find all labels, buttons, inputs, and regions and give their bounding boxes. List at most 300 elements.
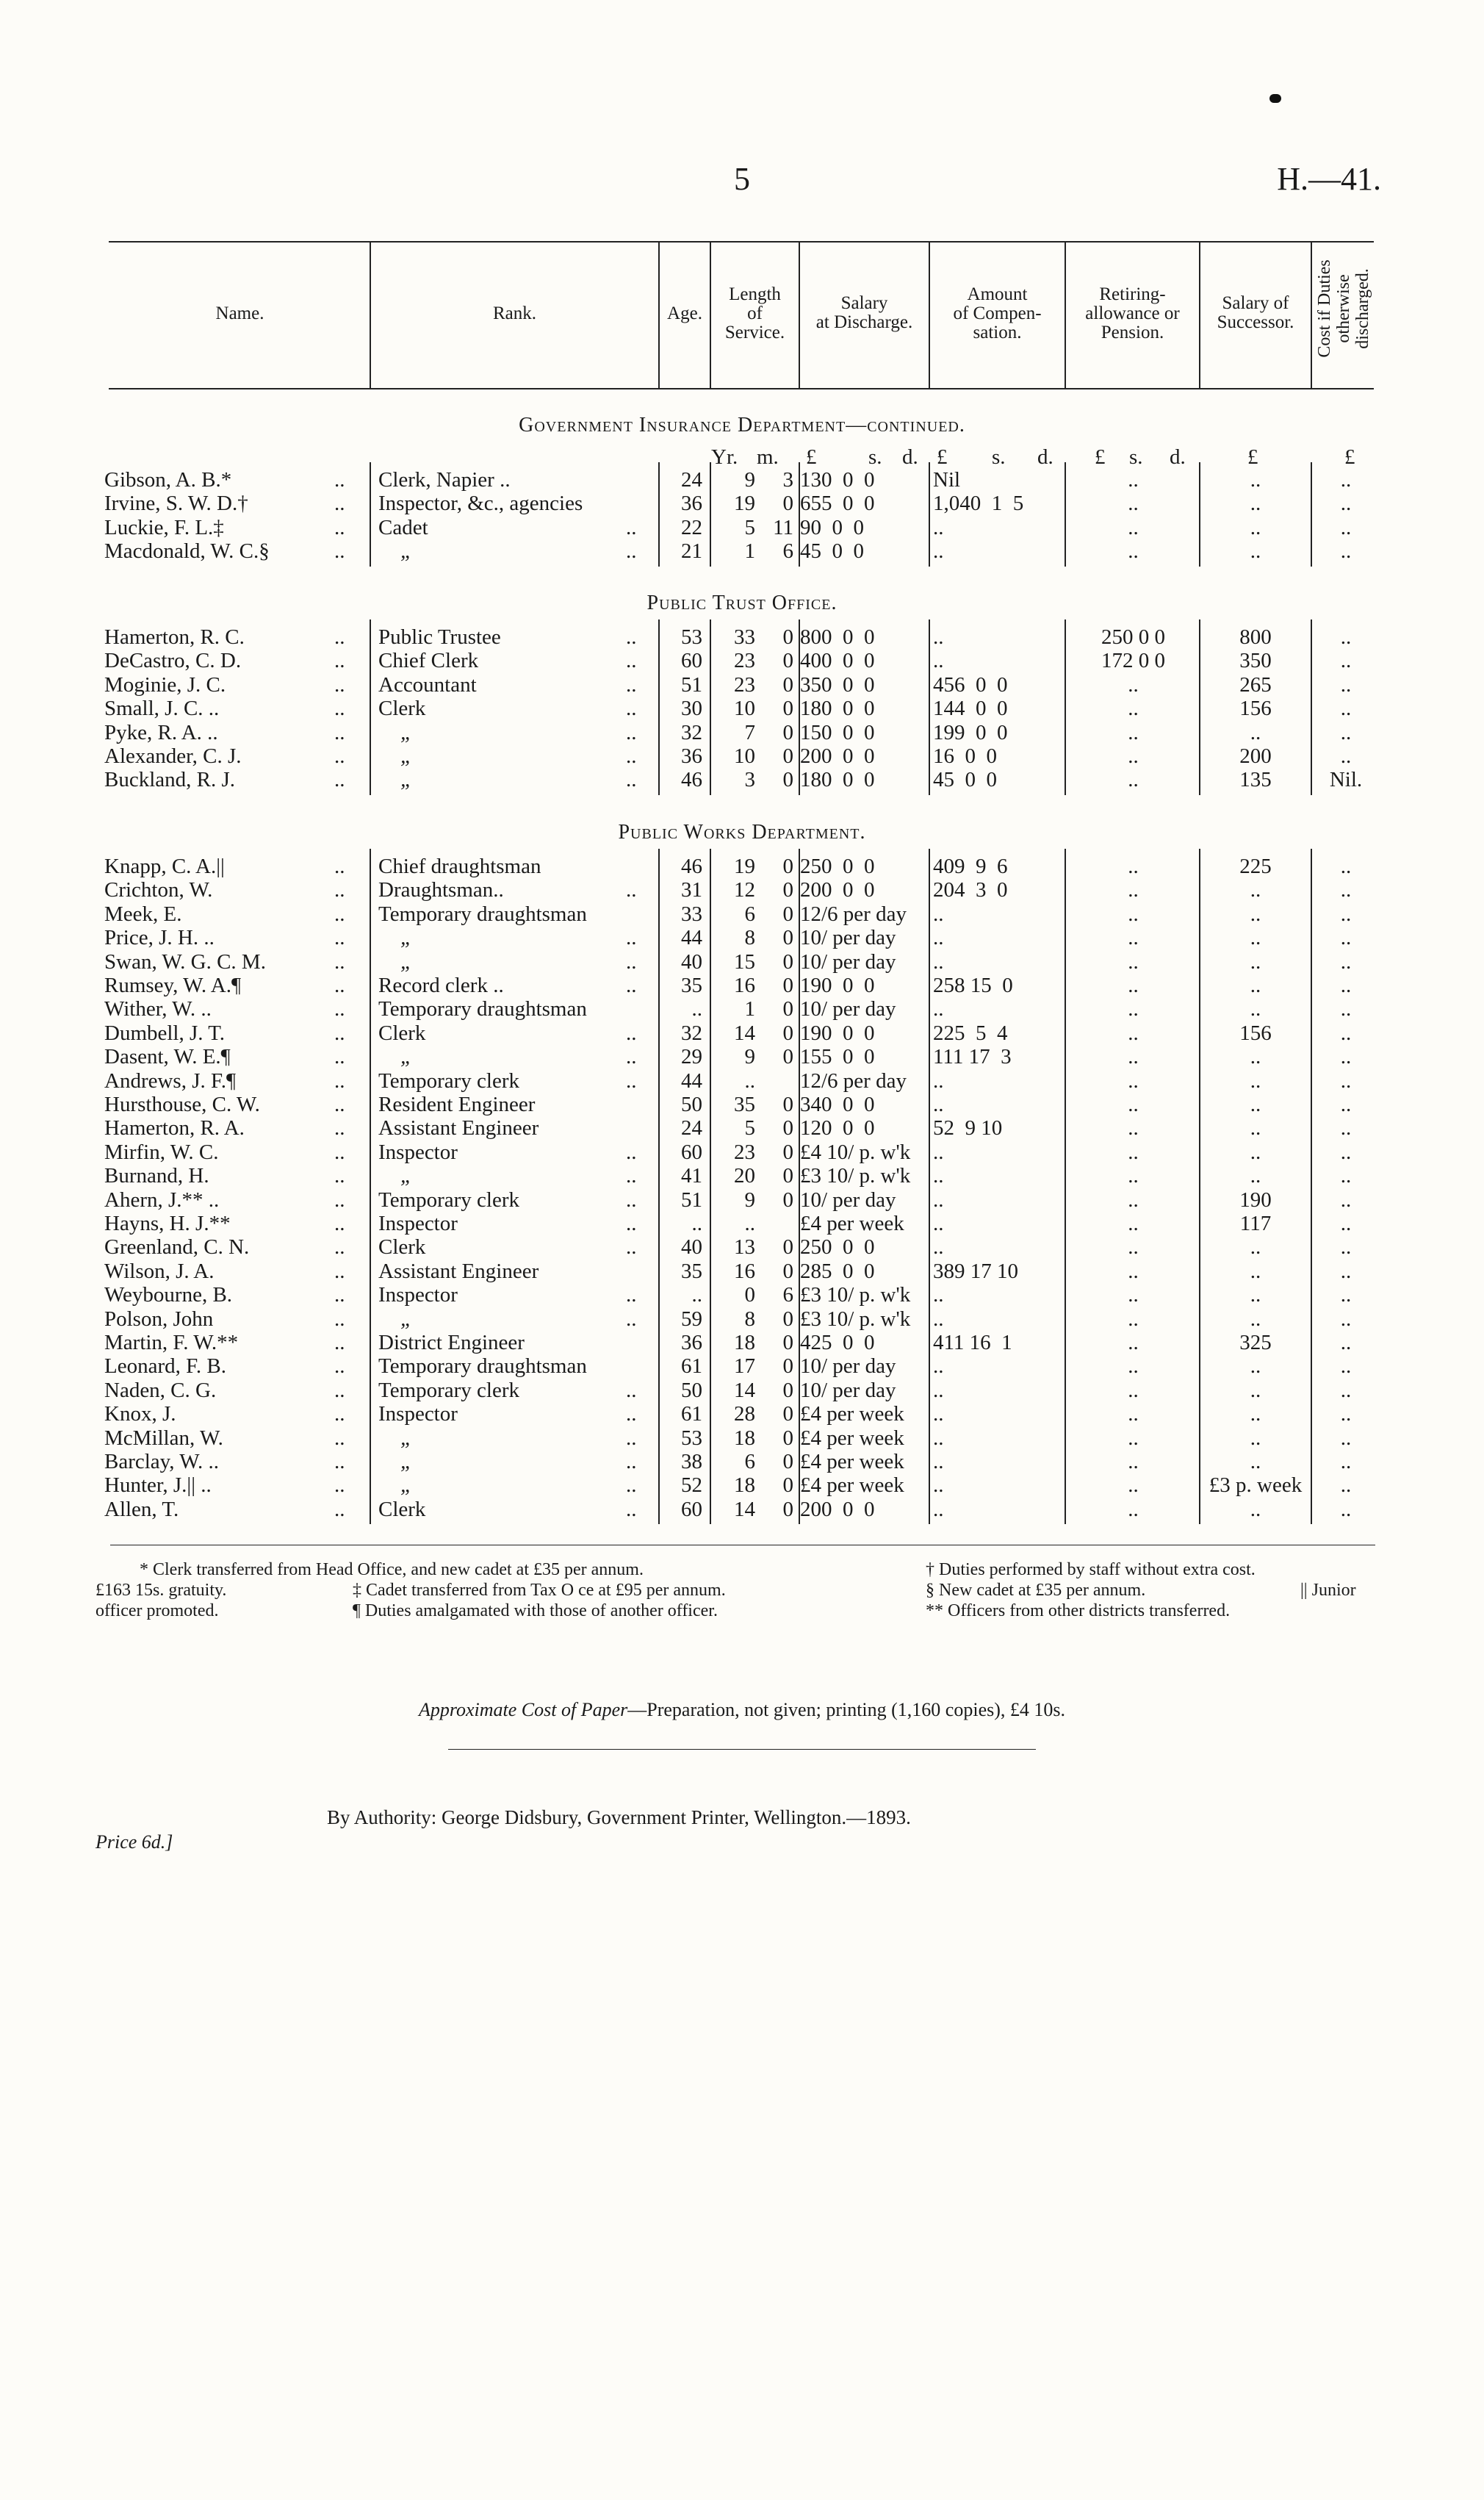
leader-dots: .. <box>626 974 637 997</box>
cell-salary: 425 0 0 <box>800 1331 875 1354</box>
cell-rank: „ <box>400 1473 413 1498</box>
cell-comp: .. <box>933 625 944 649</box>
cell-comp: .. <box>933 926 944 950</box>
cell-rank: Cadet <box>378 515 428 539</box>
cell-retire: .. <box>1128 720 1139 744</box>
cell-succ: .. <box>1250 1307 1261 1331</box>
cell-m: 3 <box>782 468 793 492</box>
table-row <box>0 539 1484 563</box>
page-number: 5 <box>734 161 750 197</box>
leader-dots: .. <box>626 1426 637 1450</box>
cell-name: Burnand, H. <box>104 1164 209 1188</box>
table-row <box>0 1235 1484 1259</box>
cell-cost: .. <box>1340 1235 1352 1260</box>
cell-age: 38 <box>681 1450 702 1473</box>
footnote-line: ¶ Duties amalgamated with those of another officer. <box>353 1601 718 1620</box>
cell-comp: .. <box>933 997 944 1021</box>
cell-yr: 5 <box>744 515 755 539</box>
cell-retire: .. <box>1128 768 1139 792</box>
cell-comp: 144 0 0 <box>933 697 1008 721</box>
cell-succ: .. <box>1250 949 1261 974</box>
footnote-line: £163 15s. gratuity. <box>96 1581 227 1600</box>
cell-salary: £4 10/ p. w'k <box>800 1140 911 1164</box>
leader-dots: .. <box>334 1307 345 1331</box>
cell-m: 0 <box>782 744 793 768</box>
cell-name: Allen, T. <box>104 1497 179 1521</box>
cell-age: 44 <box>681 1068 702 1093</box>
leader-dots: .. <box>334 1402 345 1426</box>
cell-retire: .. <box>1128 1212 1139 1235</box>
cell-name: Hunter, J.|| .. <box>104 1473 212 1498</box>
cell-cost: .. <box>1340 1045 1352 1069</box>
cell-cost: .. <box>1340 878 1352 902</box>
table-row <box>0 673 1484 697</box>
table-row <box>0 1498 1484 1521</box>
cell-name: Wither, W. .. <box>104 997 212 1021</box>
cell-yr: 16 <box>734 1259 755 1283</box>
cell-succ: .. <box>1250 1235 1261 1260</box>
cell-cost: .. <box>1340 1426 1352 1450</box>
cell-cost: .. <box>1340 1021 1352 1045</box>
cell-succ: .. <box>1250 974 1261 997</box>
cell-comp: .. <box>933 902 944 926</box>
cell-m: 0 <box>782 1140 793 1164</box>
cell-name: Wilson, J. A. <box>104 1259 215 1283</box>
cell-comp: .. <box>933 1212 944 1235</box>
cell-cost: .. <box>1340 1116 1352 1141</box>
table-row <box>0 855 1484 878</box>
cell-name: Rumsey, W. A.¶ <box>104 974 242 997</box>
cell-succ: .. <box>1250 1093 1261 1116</box>
leader-dots: .. <box>334 672 345 697</box>
cell-retire: .. <box>1128 468 1139 492</box>
table-row <box>0 1354 1484 1378</box>
cell-succ: .. <box>1250 1140 1261 1164</box>
cell-succ: .. <box>1250 1283 1261 1307</box>
table-row <box>0 721 1484 744</box>
cell-yr: 8 <box>744 926 755 950</box>
cell-yr: 23 <box>734 672 755 697</box>
cell-age: 36 <box>681 1331 702 1354</box>
cell-m: 0 <box>782 1402 793 1426</box>
cell-salary: 150 0 0 <box>800 720 875 744</box>
cell-comp: 199 0 0 <box>933 720 1008 744</box>
cell-salary: £3 10/ p. w'k <box>800 1307 911 1331</box>
cell-name: Andrews, J. F.¶ <box>104 1068 237 1093</box>
cell-rank: Clerk <box>378 1497 426 1521</box>
cell-m: 0 <box>782 1331 793 1354</box>
header-salary: Salary at Discharge. <box>815 293 913 332</box>
cell-cost: .. <box>1340 625 1352 649</box>
leader-dots: .. <box>334 878 345 902</box>
cell-name: Knox, J. <box>104 1402 176 1426</box>
cell-yr: 14 <box>734 1021 755 1045</box>
cell-succ: .. <box>1250 1164 1261 1188</box>
footnote-line: ** Officers from other districts transferred. <box>926 1601 1231 1620</box>
cell-yr: 5 <box>744 1116 755 1141</box>
leader-dots: .. <box>626 1497 637 1521</box>
cell-salary: 200 0 0 <box>800 744 875 768</box>
cell-rank: „ <box>400 744 413 768</box>
cell-salary: 45 0 0 <box>800 539 864 564</box>
leader-dots: .. <box>626 1021 637 1045</box>
cell-succ: 200 <box>1239 744 1272 768</box>
cell-m: 0 <box>782 492 793 516</box>
cell-cost: .. <box>1340 1164 1352 1188</box>
cell-succ: .. <box>1250 1068 1261 1093</box>
table-row <box>0 768 1484 791</box>
header-length: Length of Service. <box>724 284 785 342</box>
cell-salary: 285 0 0 <box>800 1259 875 1283</box>
cell-succ: 135 <box>1239 768 1272 792</box>
cell-retire: .. <box>1128 974 1139 997</box>
table-row <box>0 1188 1484 1212</box>
cell-age: 44 <box>681 926 702 950</box>
cell-yr: 8 <box>744 1307 755 1331</box>
cell-yr: 14 <box>734 1497 755 1521</box>
cell-m: 0 <box>782 1473 793 1498</box>
leader-dots: .. <box>334 768 345 792</box>
cell-salary: 10/ per day <box>800 926 896 950</box>
cell-age: 53 <box>681 625 702 649</box>
cell-rank: Temporary clerk <box>378 1068 520 1093</box>
cell-yr: 15 <box>734 949 755 974</box>
table-row <box>0 1426 1484 1450</box>
cell-rank: Temporary draughtsman <box>378 1354 587 1379</box>
cell-comp: .. <box>933 1093 944 1116</box>
cell-name: Hamerton, R. C. <box>104 625 245 649</box>
footnote-line: ‡ Cadet transferred from Tax O ce at £95 per annum. <box>353 1581 726 1600</box>
cell-rank: „ <box>400 768 413 792</box>
cell-succ: 325 <box>1239 1331 1272 1354</box>
table-row <box>0 1021 1484 1045</box>
leader-dots: .. <box>626 1045 637 1069</box>
cell-rank: Chief draughtsman <box>378 855 541 878</box>
cell-yr: 6 <box>744 902 755 926</box>
leader-dots: .. <box>334 949 345 974</box>
cell-rank: Assistant Engineer <box>378 1116 539 1141</box>
cell-name: Ahern, J.** .. <box>104 1188 220 1212</box>
footnote-line: * Clerk transferred from Head Office, and new cadet at £35 per annum. <box>140 1560 644 1579</box>
cost-note: Approximate Cost of Paper—Preparation, not given; printing (1,160 copies), £4 10s. <box>418 1699 1066 1720</box>
leader-dots: .. <box>334 1378 345 1402</box>
cell-cost: .. <box>1340 1354 1352 1379</box>
cell-rank: Clerk <box>378 1021 426 1045</box>
cell-age: 40 <box>681 1235 702 1260</box>
table-row <box>0 1450 1484 1473</box>
cell-comp: 204 3 0 <box>933 878 1008 902</box>
cell-age: 52 <box>681 1473 702 1498</box>
cell-rank: „ <box>400 1045 413 1069</box>
cell-yr: 1 <box>744 539 755 564</box>
cell-age: 50 <box>681 1378 702 1402</box>
cell-rank: Clerk <box>378 1235 426 1260</box>
cell-retire: .. <box>1128 878 1139 902</box>
table-row <box>0 950 1484 974</box>
cell-comp: .. <box>933 1426 944 1450</box>
cell-m: 0 <box>782 720 793 744</box>
cell-salary: £4 per week <box>800 1426 904 1450</box>
cell-salary: 130 0 0 <box>800 468 875 492</box>
cell-salary: 155 0 0 <box>800 1045 875 1069</box>
cell-comp: .. <box>933 1378 944 1402</box>
cell-rank: „ <box>400 926 413 950</box>
footnote-line: † Duties performed by staff without extra cost. <box>926 1560 1256 1579</box>
cell-name: Naden, C. G. <box>104 1378 217 1402</box>
cell-cost: .. <box>1340 974 1352 997</box>
table-row <box>0 974 1484 997</box>
leader-dots: .. <box>334 1283 345 1307</box>
cell-age: 51 <box>681 1188 702 1212</box>
table-row <box>0 1260 1484 1283</box>
leader-dots: .. <box>334 1235 345 1260</box>
section-title-insurance: Government Insurance Department—continued. <box>519 414 965 437</box>
cell-age: 51 <box>681 672 702 697</box>
cell-yr: 18 <box>734 1331 755 1354</box>
footnote-line: § New cadet at £35 per annum. <box>926 1581 1146 1600</box>
leader-dots: .. <box>626 672 637 697</box>
cell-comp: 411 16 1 <box>933 1331 1012 1354</box>
cell-yr: 14 <box>734 1378 755 1402</box>
leader-dots: .. <box>626 1188 637 1212</box>
cell-yr: 18 <box>734 1426 755 1450</box>
cell-m: 0 <box>782 974 793 997</box>
cell-rank: Record clerk .. <box>378 974 504 997</box>
cell-name: Gibson, A. B.* <box>104 468 232 492</box>
cell-salary: 400 0 0 <box>800 649 875 673</box>
cell-name: Mirfin, W. C. <box>104 1140 219 1164</box>
cell-m: 0 <box>782 1045 793 1069</box>
cell-yr: 9 <box>744 468 755 492</box>
cell-comp: 52 9 10 <box>933 1116 1003 1141</box>
cell-salary: 800 0 0 <box>800 625 875 649</box>
header-retiring: Retiring- allowance or Pension. <box>1085 284 1180 342</box>
cell-salary: £3 10/ p. w'k <box>800 1164 911 1188</box>
cell-m: 0 <box>782 649 793 673</box>
cell-m: 0 <box>782 997 793 1021</box>
cell-salary: 655 0 0 <box>800 492 875 516</box>
cell-name: Pyke, R. A. .. <box>104 720 218 744</box>
cell-name: Dumbell, J. T. <box>104 1021 226 1045</box>
cell-retire: .. <box>1128 1283 1139 1307</box>
cell-comp: .. <box>933 1140 944 1164</box>
table-row <box>0 1212 1484 1235</box>
cell-yr: 9 <box>744 1188 755 1212</box>
cell-age: 24 <box>681 468 702 492</box>
cell-rank: Draughtsman.. <box>378 878 504 902</box>
cell-age: 46 <box>681 855 702 878</box>
cell-comp: .. <box>933 949 944 974</box>
document-reference: H.—41. <box>1277 161 1381 197</box>
cell-rank: Inspector <box>378 1402 458 1426</box>
cell-comp: .. <box>933 539 944 564</box>
cell-rank: „ <box>400 1450 413 1473</box>
cell-age: 60 <box>681 649 702 673</box>
cell-age: 50 <box>681 1093 702 1116</box>
cell-retire: .. <box>1128 1378 1139 1402</box>
table-row <box>0 1045 1484 1068</box>
cell-retire: .. <box>1128 997 1139 1021</box>
cell-name: Price, J. H. .. <box>104 926 215 950</box>
cell-yr: 9 <box>744 1045 755 1069</box>
cell-rank: Public Trustee <box>378 625 501 649</box>
cell-salary: 12/6 per day <box>800 902 907 926</box>
table-row <box>0 1473 1484 1497</box>
table-row <box>0 1164 1484 1188</box>
leader-dots: .. <box>626 1212 637 1235</box>
cell-name: Weybourne, B. <box>104 1283 233 1307</box>
cell-comp: .. <box>933 1402 944 1426</box>
cell-succ: .. <box>1250 902 1261 926</box>
cell-cost: .. <box>1340 1331 1352 1354</box>
cell-m: 0 <box>782 1021 793 1045</box>
cell-age: 46 <box>681 768 702 792</box>
table-row <box>0 1307 1484 1331</box>
leader-dots: .. <box>334 1188 345 1212</box>
cell-name: Meek, E. <box>104 902 182 926</box>
cell-succ: 190 <box>1239 1188 1272 1212</box>
cell-yr: 3 <box>744 768 755 792</box>
cell-m: 0 <box>782 1093 793 1116</box>
cell-cost: .. <box>1340 1212 1352 1235</box>
leader-dots: .. <box>334 1093 345 1116</box>
cell-name: Greenland, C. N. <box>104 1235 250 1260</box>
cell-m: 0 <box>782 1235 793 1260</box>
cell-retire: .. <box>1128 1259 1139 1283</box>
cell-comp: 16 0 0 <box>933 744 997 768</box>
cell-retire: .. <box>1128 1068 1139 1093</box>
authority-divider <box>448 1749 1036 1750</box>
cell-salary: £4 per week <box>800 1402 904 1426</box>
cell-comp: .. <box>933 1283 944 1307</box>
cell-cost: .. <box>1340 1259 1352 1283</box>
cell-yr: .. <box>744 1212 755 1235</box>
cell-age: 35 <box>681 1259 702 1283</box>
cell-m: 0 <box>782 1116 793 1141</box>
cell-succ: .. <box>1250 926 1261 950</box>
cell-m: 0 <box>782 625 793 649</box>
header-successor: Salary of Successor. <box>1217 293 1294 332</box>
ink-mark <box>1269 94 1281 103</box>
price: Price 6d.] <box>96 1831 173 1853</box>
cell-rank: Temporary draughtsman <box>378 902 587 926</box>
cell-yr: .. <box>744 1068 755 1093</box>
cell-cost: .. <box>1340 1473 1352 1498</box>
leader-dots: .. <box>334 974 345 997</box>
cell-succ: .. <box>1250 1354 1261 1379</box>
cell-retire: .. <box>1128 1188 1139 1212</box>
cell-rank: Inspector <box>378 1140 458 1164</box>
cell-succ: .. <box>1250 1378 1261 1402</box>
cell-age: 36 <box>681 492 702 516</box>
cell-cost: .. <box>1340 997 1352 1021</box>
cell-retire: .. <box>1128 1164 1139 1188</box>
cell-rank: Chief Clerk <box>378 649 479 673</box>
cell-retire: .. <box>1128 1116 1139 1141</box>
leader-dots: .. <box>626 649 637 673</box>
cell-cost: .. <box>1340 492 1352 516</box>
cell-retire: 250 0 0 <box>1101 625 1165 649</box>
cell-comp: 225 5 4 <box>933 1021 1008 1045</box>
cell-name: Swan, W. G. C. M. <box>104 949 266 974</box>
cell-m: 0 <box>782 926 793 950</box>
cell-succ: .. <box>1250 1402 1261 1426</box>
cell-age: 60 <box>681 1497 702 1521</box>
cell-salary: 120 0 0 <box>800 1116 875 1141</box>
leader-dots: .. <box>626 625 637 649</box>
cell-name: Luckie, F. L.‡ <box>104 515 224 539</box>
table-row <box>0 744 1484 768</box>
cell-salary: 10/ per day <box>800 1378 896 1402</box>
cell-succ: 156 <box>1239 1021 1272 1045</box>
leader-dots: .. <box>626 1450 637 1473</box>
cell-name: Moginie, J. C. <box>104 672 226 697</box>
table-row <box>0 997 1484 1021</box>
cell-age: 59 <box>681 1307 702 1331</box>
header-rank: Rank. <box>492 303 537 323</box>
cell-cost: .. <box>1340 926 1352 950</box>
cell-cost: .. <box>1340 672 1352 697</box>
cell-salary: 12/6 per day <box>800 1068 907 1093</box>
cell-rank: „ <box>400 539 413 564</box>
cell-m: 0 <box>782 1426 793 1450</box>
cell-retire: .. <box>1128 1093 1139 1116</box>
cell-name: Small, J. C. .. <box>104 697 220 721</box>
cell-succ: .. <box>1250 997 1261 1021</box>
cell-age: 60 <box>681 1140 702 1164</box>
cell-comp: .. <box>933 1497 944 1521</box>
cell-comp: .. <box>933 1188 944 1212</box>
leader-dots: .. <box>334 1354 345 1379</box>
cell-age: 24 <box>681 1116 702 1141</box>
cell-name: Irvine, S. W. D.† <box>104 492 248 516</box>
leader-dots: .. <box>334 1116 345 1141</box>
cell-salary: 200 0 0 <box>800 878 875 902</box>
leader-dots: .. <box>626 697 637 721</box>
cell-retire: .. <box>1128 926 1139 950</box>
cell-yr: 16 <box>734 974 755 997</box>
cell-cost: .. <box>1340 1497 1352 1521</box>
cell-m: 6 <box>782 539 793 564</box>
cell-name: Leonard, F. B. <box>104 1354 227 1379</box>
leader-dots: .. <box>626 926 637 950</box>
leader-dots: .. <box>626 1473 637 1498</box>
leader-dots: .. <box>334 1450 345 1473</box>
leader-dots: .. <box>334 1212 345 1235</box>
cell-comp: 45 0 0 <box>933 768 997 792</box>
header-age: Age. <box>667 303 702 323</box>
cell-m: 0 <box>782 697 793 721</box>
cell-name: DeCastro, C. D. <box>104 649 242 673</box>
cell-cost: .. <box>1340 649 1352 673</box>
cell-yr: 6 <box>744 1450 755 1473</box>
cell-cost: .. <box>1340 1068 1352 1093</box>
cell-yr: 33 <box>734 625 755 649</box>
table-row <box>0 492 1484 515</box>
cell-salary: 350 0 0 <box>800 672 875 697</box>
cell-rank: Inspector <box>378 1283 458 1307</box>
header-compensation: Amount of Compen- sation. <box>953 284 1042 342</box>
leader-dots: .. <box>334 720 345 744</box>
table-row <box>0 516 1484 539</box>
cell-m: 6 <box>782 1283 793 1307</box>
cell-succ: 117 <box>1239 1212 1272 1235</box>
cell-name: Crichton, W. <box>104 878 213 902</box>
table-row <box>0 1141 1484 1164</box>
cell-retire: .. <box>1128 744 1139 768</box>
cell-name: Barclay, W. .. <box>104 1450 219 1473</box>
cell-age: .. <box>691 1283 702 1307</box>
